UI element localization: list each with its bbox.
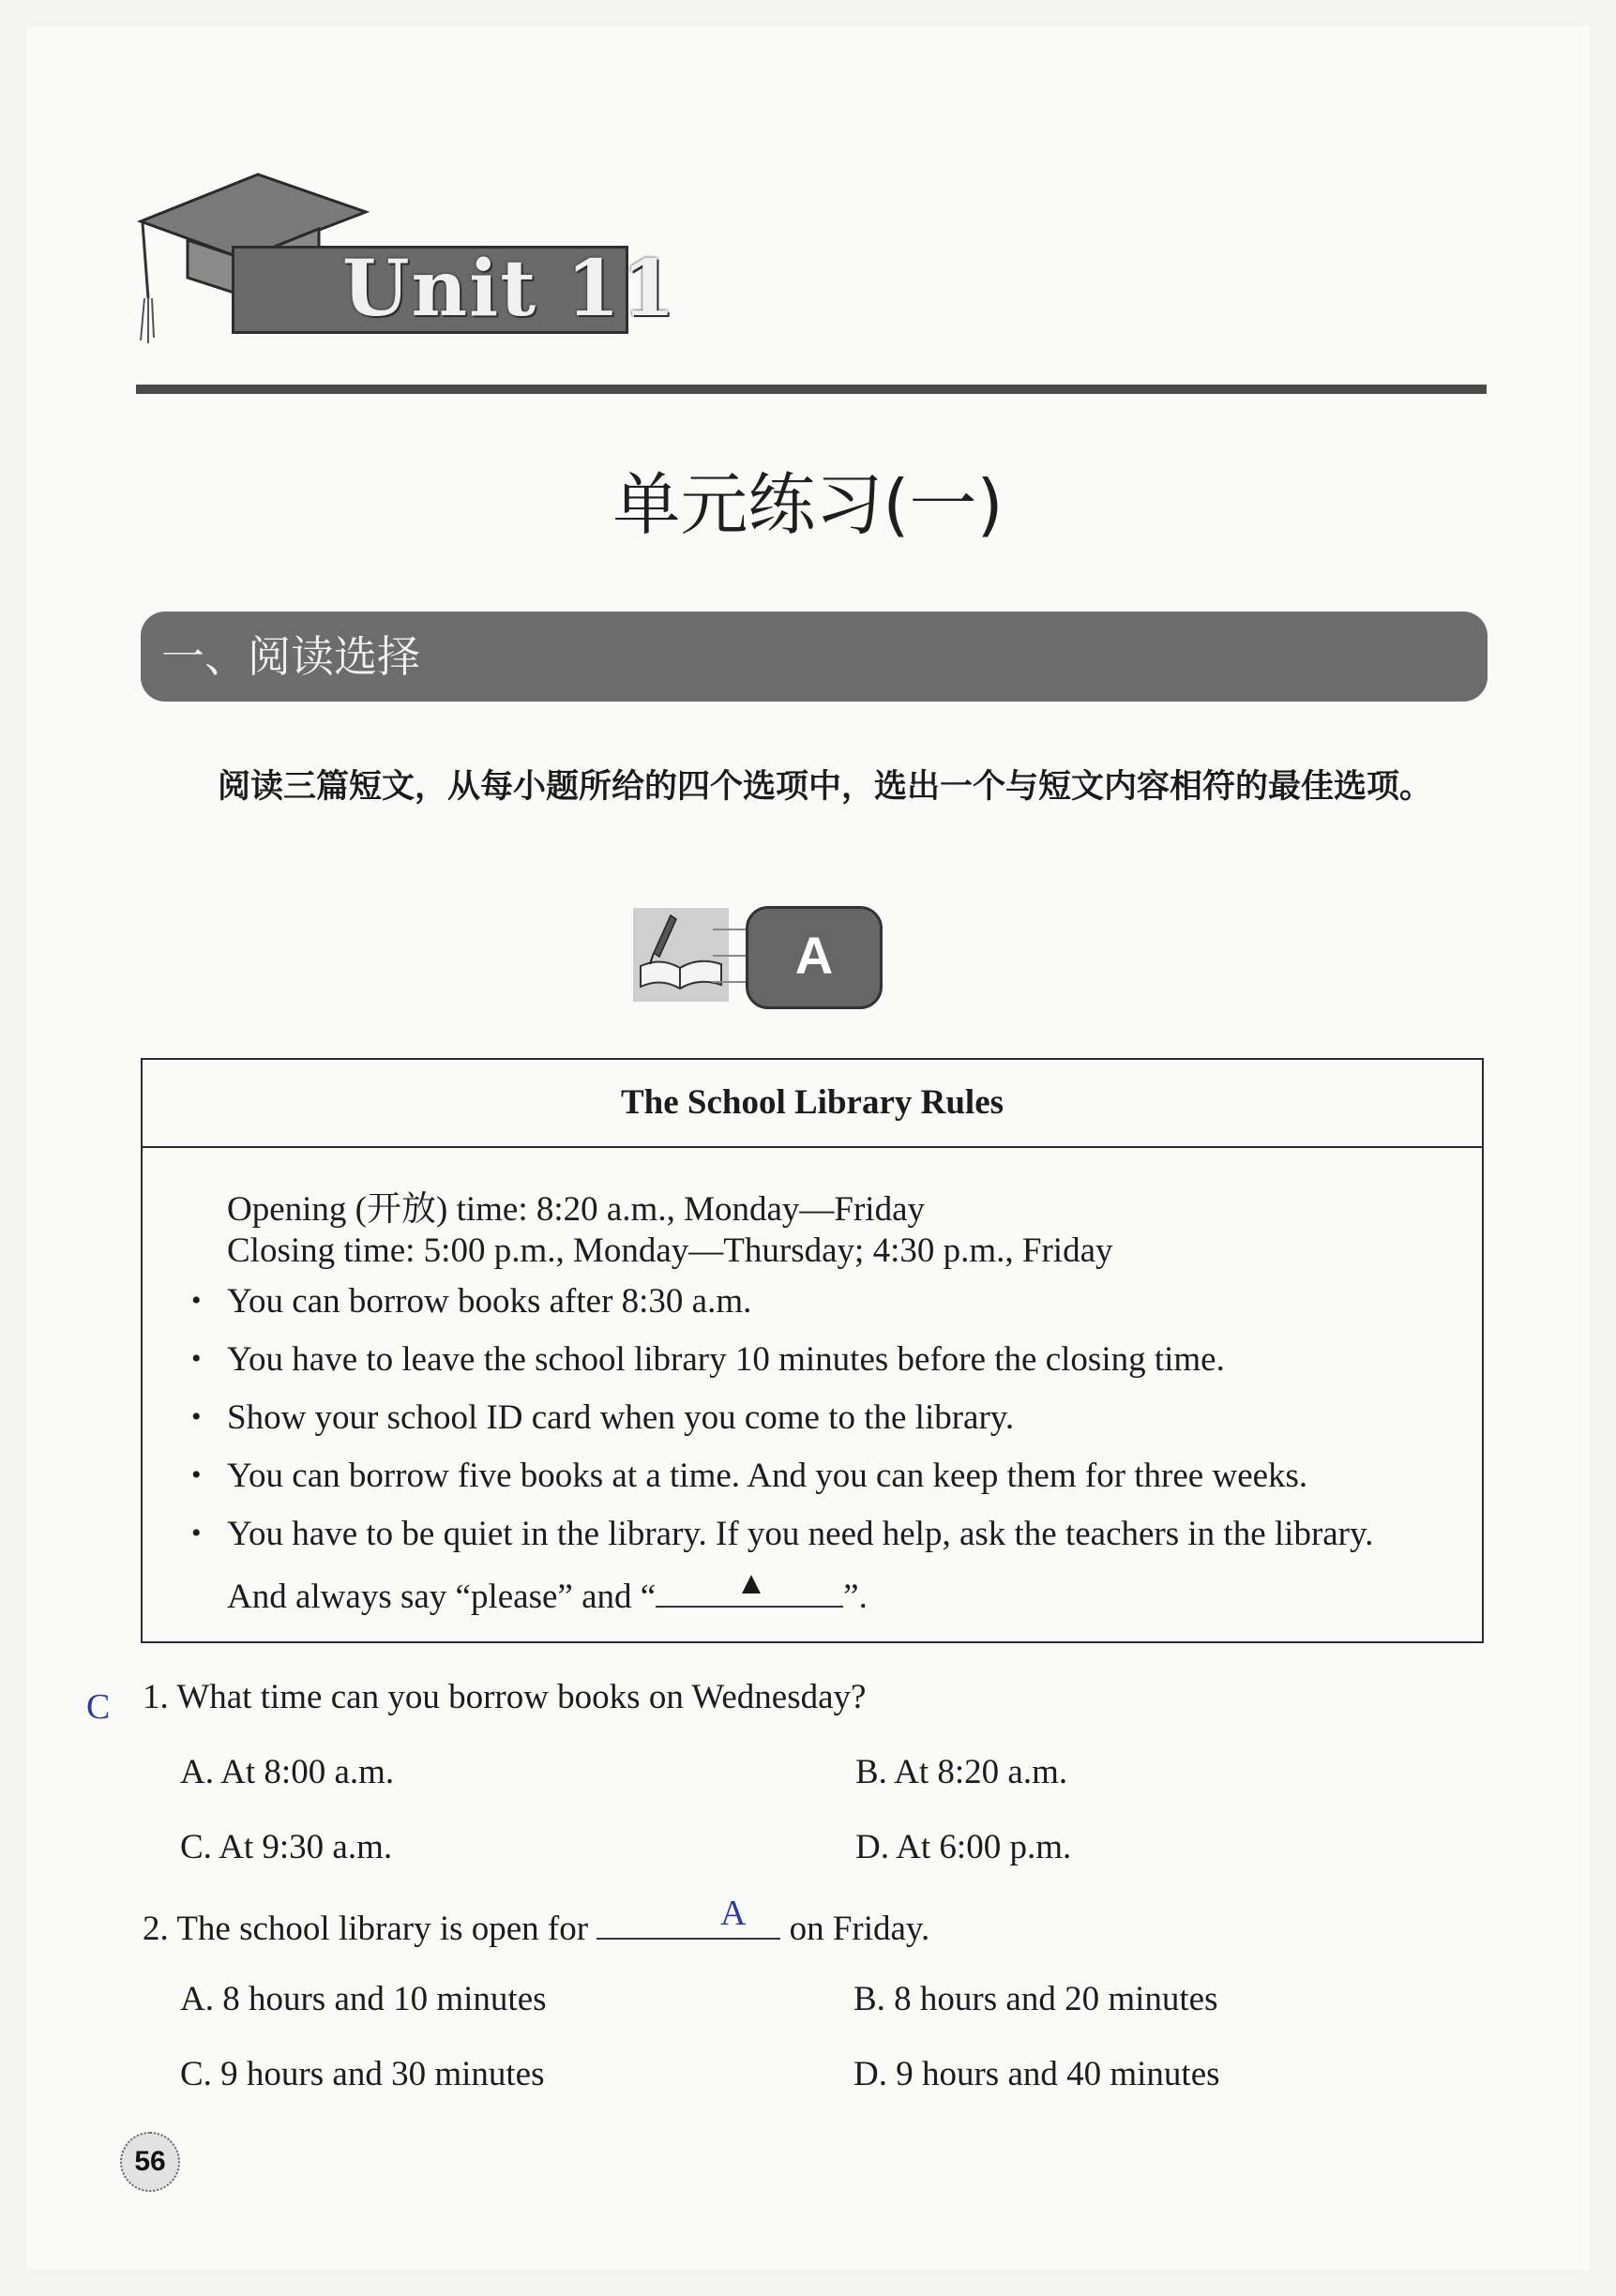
q2-option-d[interactable]: D. 9 hours and 40 minutes <box>853 2055 1220 2093</box>
page-number: 56 <box>120 2132 180 2192</box>
instructions: 阅读三篇短文，从每小题所给的四个选项中，选出一个与短文内容相符的最佳选项。 <box>218 768 1433 806</box>
badge-connector-bottom <box>713 981 747 983</box>
q1-option-b[interactable]: B. At 8:20 a.m. <box>855 1753 1068 1791</box>
section-title: 一、阅读选择 <box>161 631 420 682</box>
passage-badge: A <box>746 906 883 1009</box>
bullet: • <box>191 1401 202 1432</box>
triangle-marker-icon: ▲ <box>735 1566 767 1601</box>
header-divider <box>136 385 1487 394</box>
rule-last-line-end: ”. <box>843 1578 868 1616</box>
rule-item: Show your school ID card when you come to the library. <box>227 1398 1015 1437</box>
q2-option-b[interactable]: B. 8 hours and 20 minutes <box>853 1980 1218 2018</box>
question-2 <box>143 1904 929 1949</box>
q2-answer-blank[interactable] <box>597 1904 780 1940</box>
fill-in-blank[interactable] <box>656 1566 843 1608</box>
bullet: • <box>191 1459 202 1490</box>
badge-connector-mid <box>713 955 747 957</box>
answer-mark-q2: A <box>720 1894 747 1933</box>
rule-item: You have to be quiet in the library. If you need help, ask the teachers in the library. <box>227 1515 1374 1553</box>
opening-time: Opening (开放) time: 8:20 a.m., Monday—Friday <box>227 1190 926 1229</box>
q1-option-c[interactable]: C. At 9:30 a.m. <box>180 1828 393 1866</box>
q1-option-d[interactable]: D. At 6:00 p.m. <box>855 1828 1072 1866</box>
question-2-end: on Friday. <box>789 1910 930 1948</box>
question-1: 1. What time can you borrow books on Wednesday? <box>143 1678 867 1716</box>
closing-time: Closing time: 5:00 p.m., Monday—Thursday; 4:30 p.m., Friday <box>227 1231 1113 1270</box>
rules-title: The School Library Rules <box>143 1060 1482 1148</box>
q2-option-a[interactable]: A. 8 hours and 10 minutes <box>180 1980 547 2018</box>
rule-last-line <box>227 1566 868 1617</box>
rule-item: You can borrow books after 8:30 a.m. <box>227 1282 752 1321</box>
rule-item: You can borrow five books at a time. And you can keep them for three weeks. <box>227 1457 1308 1495</box>
bullet: • <box>191 1285 202 1316</box>
unit-title: Unit 11 <box>342 244 677 334</box>
badge-connector-top <box>713 929 747 930</box>
q2-option-c[interactable]: C. 9 hours and 30 minutes <box>180 2055 545 2093</box>
rule-item: You have to leave the school library 10 minutes before the closing time. <box>227 1340 1225 1379</box>
q1-option-a[interactable]: A. At 8:00 a.m. <box>180 1753 395 1791</box>
answer-mark-q1: C <box>86 1687 111 1727</box>
rules-box <box>141 1058 1484 1643</box>
question-2-start: 2. The school library is open for <box>143 1910 589 1948</box>
bullet: • <box>191 1518 202 1548</box>
rule-last-line-start: And always say “please” and “ <box>227 1578 657 1616</box>
bullet: • <box>191 1343 202 1374</box>
exercise-title: 单元练习(一) <box>612 465 1004 544</box>
